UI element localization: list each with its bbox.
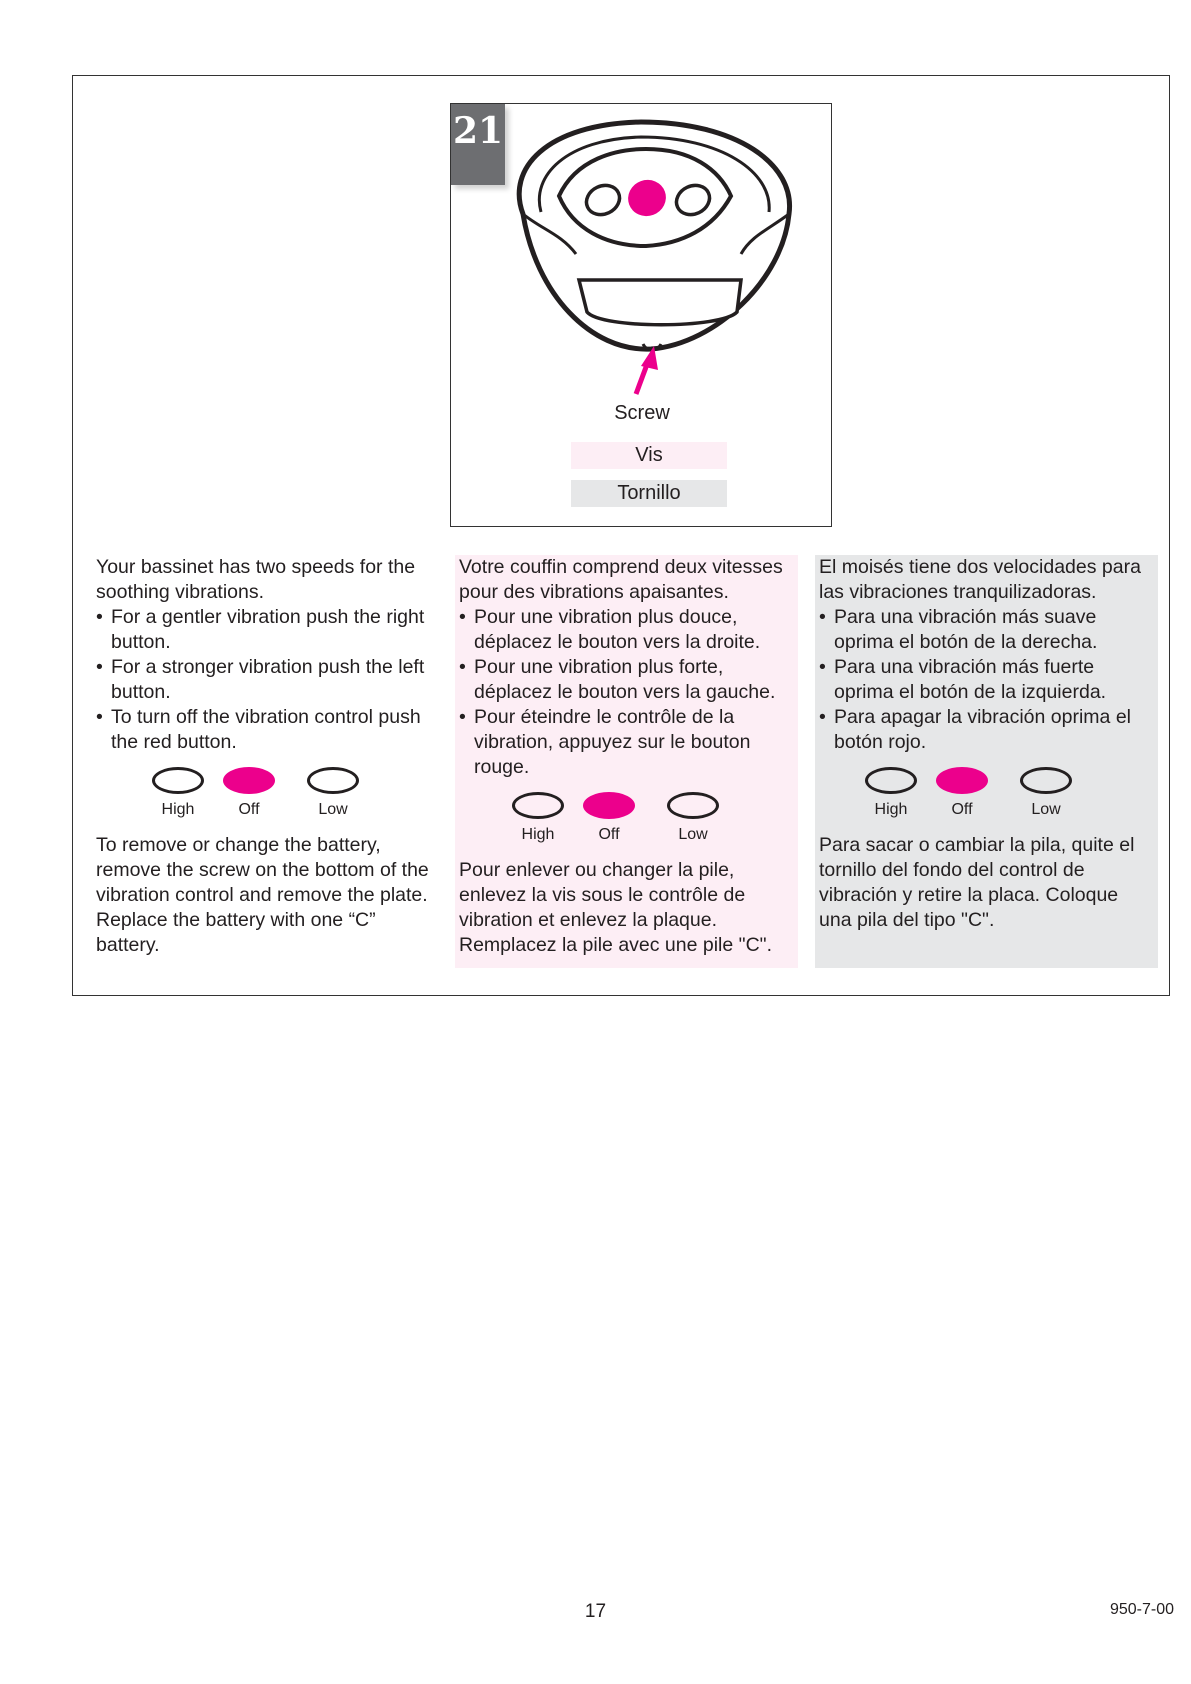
high-button-icon	[512, 792, 564, 819]
intro-text: Votre couffin comprend deux vitesses pour des vibrations apaisantes.	[459, 556, 783, 603]
document-code: 950-7-00	[1109, 1601, 1174, 1618]
french-column	[455, 555, 798, 968]
step-21-figure	[450, 103, 832, 527]
list-item: • Para apagar la vibración oprima el botón rojo.	[819, 705, 1154, 755]
label-vis: Vis	[571, 442, 727, 469]
off-label: Off	[238, 801, 260, 818]
button-legend	[819, 767, 1154, 823]
off-button-icon	[583, 792, 635, 819]
list-item: • Para una vibración más fuerte oprima el botón de la izquierda.	[819, 655, 1154, 705]
battery-plate	[579, 280, 741, 325]
list-item: • For a stronger vibration push the left button.	[96, 655, 431, 705]
battery-text: Para sacar o cambiar la pila, quite el tornillo del fondo del control de vibración y retire la placa. Coloque una pila del tipo "C".	[819, 834, 1135, 931]
instruction-list	[459, 605, 794, 780]
low-button-legend	[661, 792, 725, 845]
battery-text: Pour enlever ou changer la pile, enlevez la vis sous le contrôle de vibration et enlevez la plaque. Remplacez la pile avec une pile "C".	[459, 859, 772, 956]
off-button-legend	[930, 767, 994, 820]
off-button-legend	[217, 767, 281, 820]
high-button-legend	[506, 792, 570, 845]
intro-text: Your bassinet has two speeds for the soothing vibrations.	[96, 556, 416, 603]
instruction-list	[96, 605, 431, 755]
off-button-icon	[223, 767, 275, 794]
high-button-legend	[146, 767, 210, 820]
english-column	[92, 555, 435, 955]
high-button-legend	[859, 767, 923, 820]
high-button-icon	[152, 767, 204, 794]
list-item: • Pour éteindre le contrôle de la vibration, appuyez sur le bouton rouge.	[459, 705, 794, 780]
low-button-icon	[1020, 767, 1072, 794]
intro-text: El moisés tiene dos velocidades para las vibraciones tranquilizadoras.	[819, 556, 1141, 603]
list-item: • Pour une vibration plus douce, déplacez le bouton vers la droite.	[459, 605, 794, 655]
button-legend	[96, 767, 431, 823]
step-number-badge: 21	[451, 104, 505, 185]
label-screw: Screw	[614, 402, 670, 424]
low-label: Low	[1031, 801, 1061, 818]
off-button-legend	[577, 792, 641, 845]
low-button-icon	[667, 792, 719, 819]
high-label: High	[161, 801, 195, 818]
off-button-icon	[936, 767, 988, 794]
battery-text: To remove or change the battery, remove the screw on the bottom of the vibration control and remove the plate. Replace the battery with one “C” battery.	[96, 834, 429, 956]
button-legend	[459, 792, 794, 848]
page-number: 17	[584, 1601, 607, 1622]
low-button-legend	[301, 767, 365, 820]
high-button-icon	[865, 767, 917, 794]
off-label: Off	[951, 801, 973, 818]
low-label: Low	[678, 826, 708, 843]
list-item: • For a gentler vibration push the right button.	[96, 605, 431, 655]
list-item: • To turn off the vibration control push the red button.	[96, 705, 431, 755]
list-item: • Para una vibración más suave oprima el botón de la derecha.	[819, 605, 1154, 655]
list-item: • Pour une vibration plus forte, déplacez le bouton vers la gauche.	[459, 655, 794, 705]
high-label: High	[874, 801, 908, 818]
instruction-list	[819, 605, 1154, 755]
low-button-icon	[307, 767, 359, 794]
low-button-legend	[1014, 767, 1078, 820]
low-label: Low	[318, 801, 348, 818]
spanish-column	[815, 555, 1158, 968]
high-label: High	[521, 826, 555, 843]
label-tornillo: Tornillo	[571, 480, 727, 507]
off-label: Off	[598, 826, 620, 843]
